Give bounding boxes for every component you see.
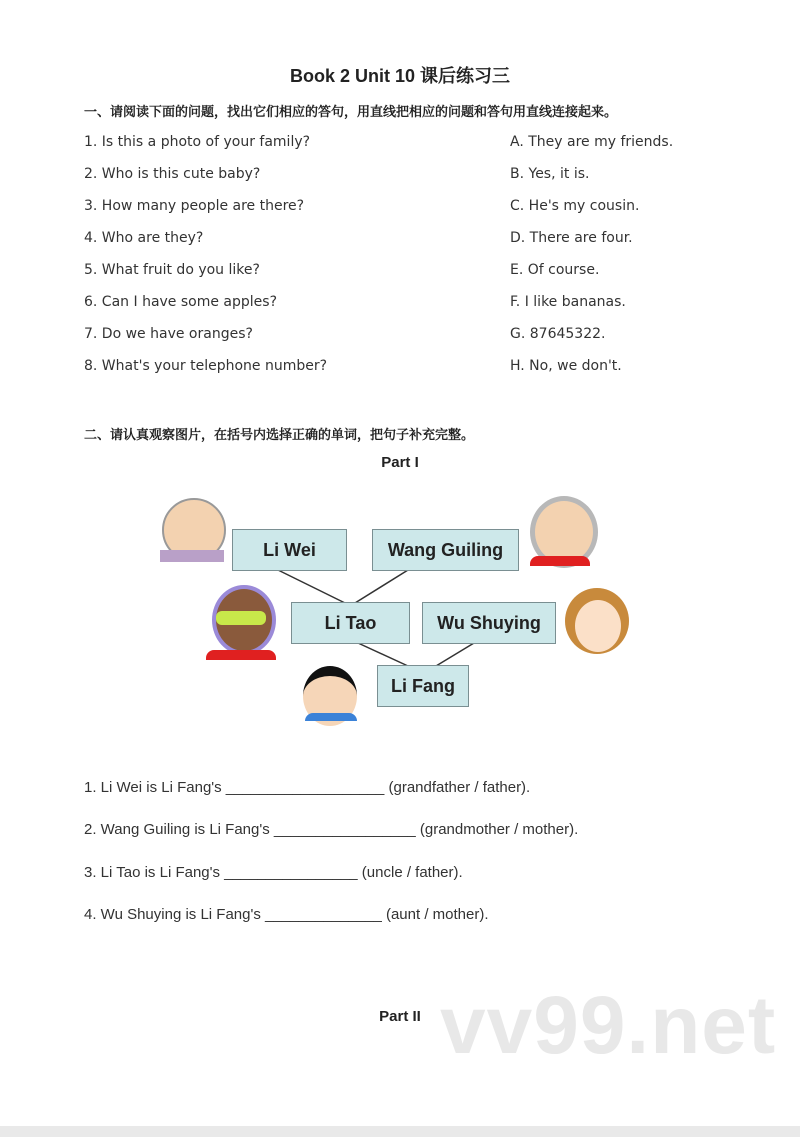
question: 3. How many people are there? bbox=[84, 198, 305, 214]
answer: B. Yes, it is. bbox=[510, 166, 590, 182]
question: 5. What fruit do you like? bbox=[84, 262, 260, 278]
tree-node-wu-shuying: Wu Shuying bbox=[422, 602, 556, 644]
fill-sentence: 4. Wu Shuying is Li Fang's ______________ (aunt / mother). bbox=[84, 906, 489, 923]
tree-node-li-wei: Li Wei bbox=[232, 529, 347, 571]
question: 7. Do we have oranges? bbox=[84, 326, 253, 342]
page-title: Book 2 Unit 10 课后练习三 bbox=[289, 66, 511, 86]
answer: H. No, we don't. bbox=[510, 358, 622, 374]
question: 8. What's your telephone number? bbox=[84, 358, 328, 374]
question: 2. Who is this cute baby? bbox=[84, 166, 261, 182]
answer: D. There are four. bbox=[510, 230, 633, 246]
fill-sentence: 2. Wang Guiling is Li Fang's _________________ (grandmother / mother). bbox=[84, 821, 579, 838]
page-bottom-edge bbox=[0, 1126, 800, 1137]
tree-node-li-fang: Li Fang bbox=[377, 665, 469, 707]
question: 6. Can I have some apples? bbox=[84, 294, 278, 310]
fill-sentence: 1. Li Wei is Li Fang's ___________________ (grandfather / father). bbox=[84, 779, 531, 796]
tree-node-li-tao: Li Tao bbox=[291, 602, 410, 644]
answer: A. They are my friends. bbox=[510, 134, 674, 150]
fill-sentence: 3. Li Tao is Li Fang's ________________ (uncle / father). bbox=[84, 864, 463, 881]
answer: C. He's my cousin. bbox=[510, 198, 640, 214]
section1-instruction: 一、请阅读下面的问题，找出它们相应的答句，用直线把相应的问题和答句用直线连接起来。 bbox=[84, 105, 618, 120]
section2-instruction: 二、请认真观察图片，在括号内选择正确的单词，把句子补充完整。 bbox=[84, 428, 475, 443]
question: 4. Who are they? bbox=[84, 230, 204, 246]
watermark: vv99.net bbox=[440, 980, 777, 1071]
answer: F. I like bananas. bbox=[510, 294, 626, 310]
part2-heading: Part II bbox=[379, 1008, 421, 1025]
tree-node-wang-guiling: Wang Guiling bbox=[372, 529, 519, 571]
answer: E. Of course. bbox=[510, 262, 600, 278]
question: 1. Is this a photo of your family? bbox=[84, 134, 311, 150]
part1-heading: Part I bbox=[381, 454, 419, 471]
answer: G. 87645322. bbox=[510, 326, 606, 342]
